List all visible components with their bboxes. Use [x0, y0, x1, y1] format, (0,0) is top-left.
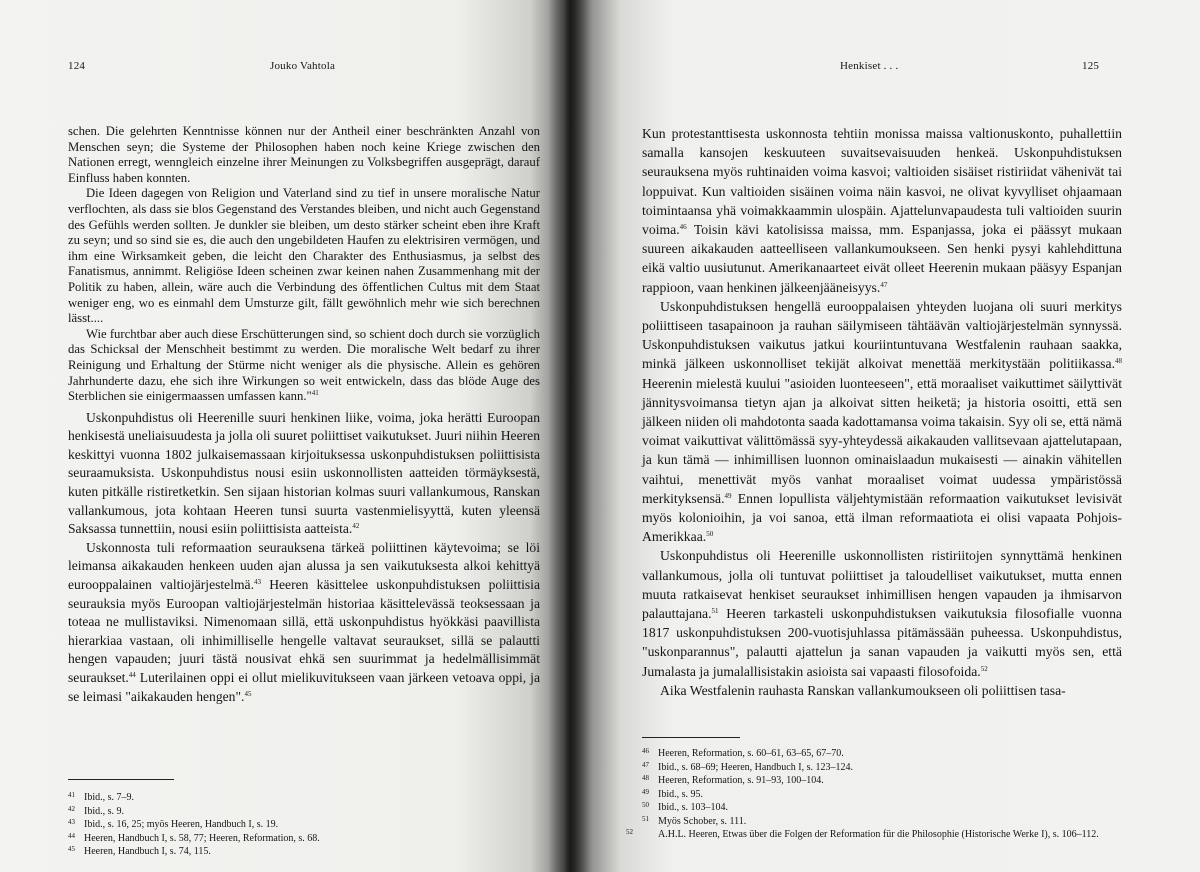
footnote-ref: 48	[1115, 357, 1122, 366]
page-number: 125	[1082, 60, 1100, 72]
footnote-ref: 51	[711, 607, 719, 616]
footnote: 47 Ibid., s. 68–69; Heeren, Handbuch I, s. 123–124.	[642, 760, 853, 773]
running-head: Jouko Vahtola	[270, 60, 336, 72]
paragraph: Aika Westfalenin rauhasta Ranskan vallankumoukseen oli poliittisen tasa-	[660, 682, 1066, 698]
footnote-ref: 41	[311, 389, 319, 398]
paragraph: Uskonnosta tuli reformaation seurauksena tärkeä poliittinen käytevoima; se löi leimansa aikakauden henkeen uuden ajan alussa ja sen vaikutuksesta alkoi kehittyä eurooppalainen valtiojärjestelmä.$^{43}$ Heeren käsittelee uskonpuhdistuksen poliittisia seurauksia myös Euroopan valtiojärjestelmän historiaa käsittelevässä teoksessaan ja toteaa ne mullistaviksi. Nimenomaan sillä, että uskonpuhdistus hyökkäsi paavillista hierarkiaa vastaan, oli inhimilliselle hengelle valtavat seuraukset, sillä se palautti hengen vapauden; juuri tästä nousivat ehkä sen suurimmat ja hedelmällisimmät seuraukset.$^{44}$ Luterilainen oppi ei ollut mielikuvitukseen vaan järkeen vetoava oppi, ja se leimasi "aikakauden hengen".$^{45}$	[68, 539, 540, 704]
left-page	[0, 0, 570, 872]
footnote-divider	[642, 737, 740, 738]
body-text	[68, 409, 540, 707]
left-text-block	[68, 124, 540, 706]
footnote: 50 Ibid., s. 103–104.	[642, 801, 728, 813]
right-text-block	[642, 124, 1122, 700]
footnote: 44 Heeren, Handbuch I, s. 58, 77; Heeren, Reformation, s. 68.	[68, 831, 320, 844]
paragraph: Uskonpuhdistus oli Heerenille suuri henkinen liike, voima, joka herätti Euroopan henkisestä uneliaisuudesta ja jolla oli suuret poliittiset vaikutukset. Juuri niihin Heeren keskittyi vuonna 1802 julkaisemassaan kirjoituksessa uskonpuhdistuksen poliittisista seuraamuksista. Uskonpuhdistus nousi esiin uskonnollisten aatteiden törmäyksestä, kuten pitkälle ristiretketkin. Sen sijaan historian kolmas suuri vallankumous, Ranskan vallankumous, jota kohtaan Heeren tunsi suurta vastenmielisyyttä, kuten yleensä Saksassa tunnettiin, nousi esiin poliittisista aatteista.$^{42}$	[68, 409, 540, 537]
footnote-ref: 50	[706, 530, 714, 539]
book-gutter-shadow	[548, 0, 592, 872]
footnote-ref: 42	[352, 522, 360, 531]
block-quote	[68, 124, 540, 405]
footnote: 52 A.H.L. Heeren, Etwas über die Folgen der Reformation für die Philosophie (Historische Werke I), s. 106–112.	[626, 828, 1099, 840]
footnote-divider	[68, 779, 174, 780]
footnote-ref: 44	[128, 671, 136, 679]
right-page	[570, 0, 1200, 872]
footnote-ref: 45	[244, 689, 252, 698]
footnote-ref: 47	[880, 280, 888, 289]
footnote-ref: 43	[254, 578, 261, 587]
footnotes	[68, 790, 488, 858]
footnote: 42 Ibid., s. 9.	[68, 804, 124, 817]
paragraph: Kun protestanttisesta uskonnosta tehtiin monissa maissa valtionuskonto, puhallettiin samalla kansojen keskuuteen suvaitsevaisuuden henkeä. Uskonpuhdistuksen seurauksena myös ruhtinaiden voima kasvoi; valtioiden sisäiset ristiriidat vähenivät tai loppuivat. Kun valtioiden sisäinen voima näin kasvoi, ne olivat kyvylliset ohjaamaan toimintaansa yhä voimakkaammin ulospäin. Ajattelunvapaudesta tuli valtioiden suurin voima.$^{46}$ Toisin kävi katolisissa maissa, mm. Espanjassa, joka ei päässyt mukaan suureen aikakauden aatteelliseen vallankumoukseen. Sen henki pysyi kahlehdittuna eikä valtio uusiutunut. Amerikanaarteet eivät olleet Heerenin mukaan pääsyy Espanjan rappioon, vaan henkinen jälkeenjääneisyys.$^{47}$	[642, 126, 1122, 295]
footnote-ref: 49	[724, 491, 732, 500]
footnote-ref: 46	[679, 223, 687, 232]
footnote: 43 Ibid., s. 16, 25; myös Heeren, Handbuch I, s. 19.	[68, 818, 279, 830]
quote-paragraph: schen. Die gelehrten Kenntnisse können nur der Antheil einer beschränkten Anzahl von Menschen seyn; die Systeme der Philosophen haben noch keine Kriege zwischen den Nationen erregt, wenngleich einzelne ihrer Meinungen zu Volksbegriffen ausgeprägt, darauf Einfluss haben konnten.	[68, 124, 540, 185]
footnote: 51 Myös Schober, s. 111.	[642, 814, 747, 827]
paragraph: Uskonpuhdistus oli Heerenille uskonnollisten ristiriitojen synnyttämä henkinen vallankumous, jolla oli tuntuvat poliittiset ja taloudelliset vaikutukset, mutta ennen muuta ratkaisevat henkiset seuraukset inhimillisen hengen vapauden ja ihmisarvon palauttajana.$^{51}$ Heeren tarkasteli uskonpuhdistuksen vaikutuksia filosofialle vuonna 1817 uskonpuhdistuksen 200-vuotisjuhlassa pitämässään puheessa. Uskonpuhdistus, "uskonparannus", palautti ajattelun ja sanan vapauden ja vaikutti myös sen, että Jumalasta ja jumalallisistakin asioista sai vapaasti filosofoida.$^{52}$	[642, 548, 1122, 679]
footnote: 46 Heeren, Reformation, s. 60–61, 63–65, 67–70.	[642, 747, 844, 759]
quote-paragraph: Die Ideen dagegen von Religion und Vaterland sind zu tief in unsere moralische Natur verflochten, als dass sie blos Gegenstand des Verstandes bleiben, und nicht auch Gegenstand des Gefühls werden sollten. Je dunkler sie bleiben, um desto stärker scheint eben ihre Kraft zu seyn; und so sind sie es, die auch den ungebildeten Haufen zu elektrisiren vermögen, und ihm eine Wirksamkeit geben, die leicht den Charakter des Enthusiasmus, ja selbst des Fanatismus, annimmt. Religiöse Ideen scheinen zwar keinen nahen Zusammenhang mit der Politik zu haben, allein, wäre auch die Verbindung des öffentlichen Cultus mit dem Staat weniger eng, wo es einmahl dem Umsturze gilt, fällt gewöhnlich mehr wie sich berechnen lässt....	[68, 186, 540, 326]
paragraph: Uskonpuhdistuksen hengellä eurooppalaisen yhteyden luojana oli suuri merkitys poliittiseen tasapainoon ja rauhan säilymiseen tähtäävän valtiojärjestelmän synnyssä. Uskonpuhdistuksen vaikutus jatkui kouriintuntuvana Westfalenin rauhaan saakka, minkä jälkeen uskonnolliset tekijät alkoivat menettää merkitystään politiikassa.$^{48}$ Heerenin mielestä kuului "asioiden luonteeseen", että moraaliset vaikuttimet säilyttivät jännitysvoimansa tietyn ajan ja alkoivat sitten heiketä; ja historia osoitti, että sen jälkeen niiden oli mahdotonta saada kadottamansa voima takaisin. Syy oli se, että nämä voimat vaikuttivat välittömässä syy-yhteydessä aikakauden vallitsevaan ajattelutapaan, ja kun tämä — inhimillisen luonnon ominaislaadun mukaisesti — ainakin vähitellen vaihtui, menettivät myös vanhat moraaliset voimat uudessa ympäristössä merkityksensä.$^{49}$ Ennen lopullista väljehtymistään reformaation vaikutukset levisivät myös kolonioihin, ja voi sanoa, että ilman reformaatiota ei olisi vapaata Pohjois-Amerikkaa.$^{50}$	[642, 298, 1122, 545]
footnote-ref: 52	[980, 664, 988, 673]
quote-paragraph: Wie furchtbar aber auch diese Erschütterungen sind, so schient doch durch sie vorzüglich das Schicksal der Menschheit bestimmt zu werden. Die moralische Welt bedarf zu ihrer Reinigung und Erhaltung der Stürme nicht weniger als die physische. Allein es gehören Jahrhunderte dazu, ehe sich ihre Wirkungen so weit entwickeln, dass das blöde Auge des Sterblichen sie einigermaassen umfassen kann."$^{41}$	[68, 326, 540, 404]
running-head: Henkiset . . .	[840, 60, 899, 72]
page-number: 124	[68, 60, 86, 72]
body-text	[642, 124, 1122, 700]
footnote: 41 Ibid., s. 7–9.	[68, 791, 134, 803]
footnote: 48 Heeren, Reformation, s. 91–93, 100–104.	[642, 774, 824, 786]
footnotes	[626, 746, 1112, 841]
footnote: 45 Heeren, Handbuch I, s. 74, 115.	[68, 845, 211, 857]
footnote: 49 Ibid., s. 95.	[642, 787, 703, 800]
